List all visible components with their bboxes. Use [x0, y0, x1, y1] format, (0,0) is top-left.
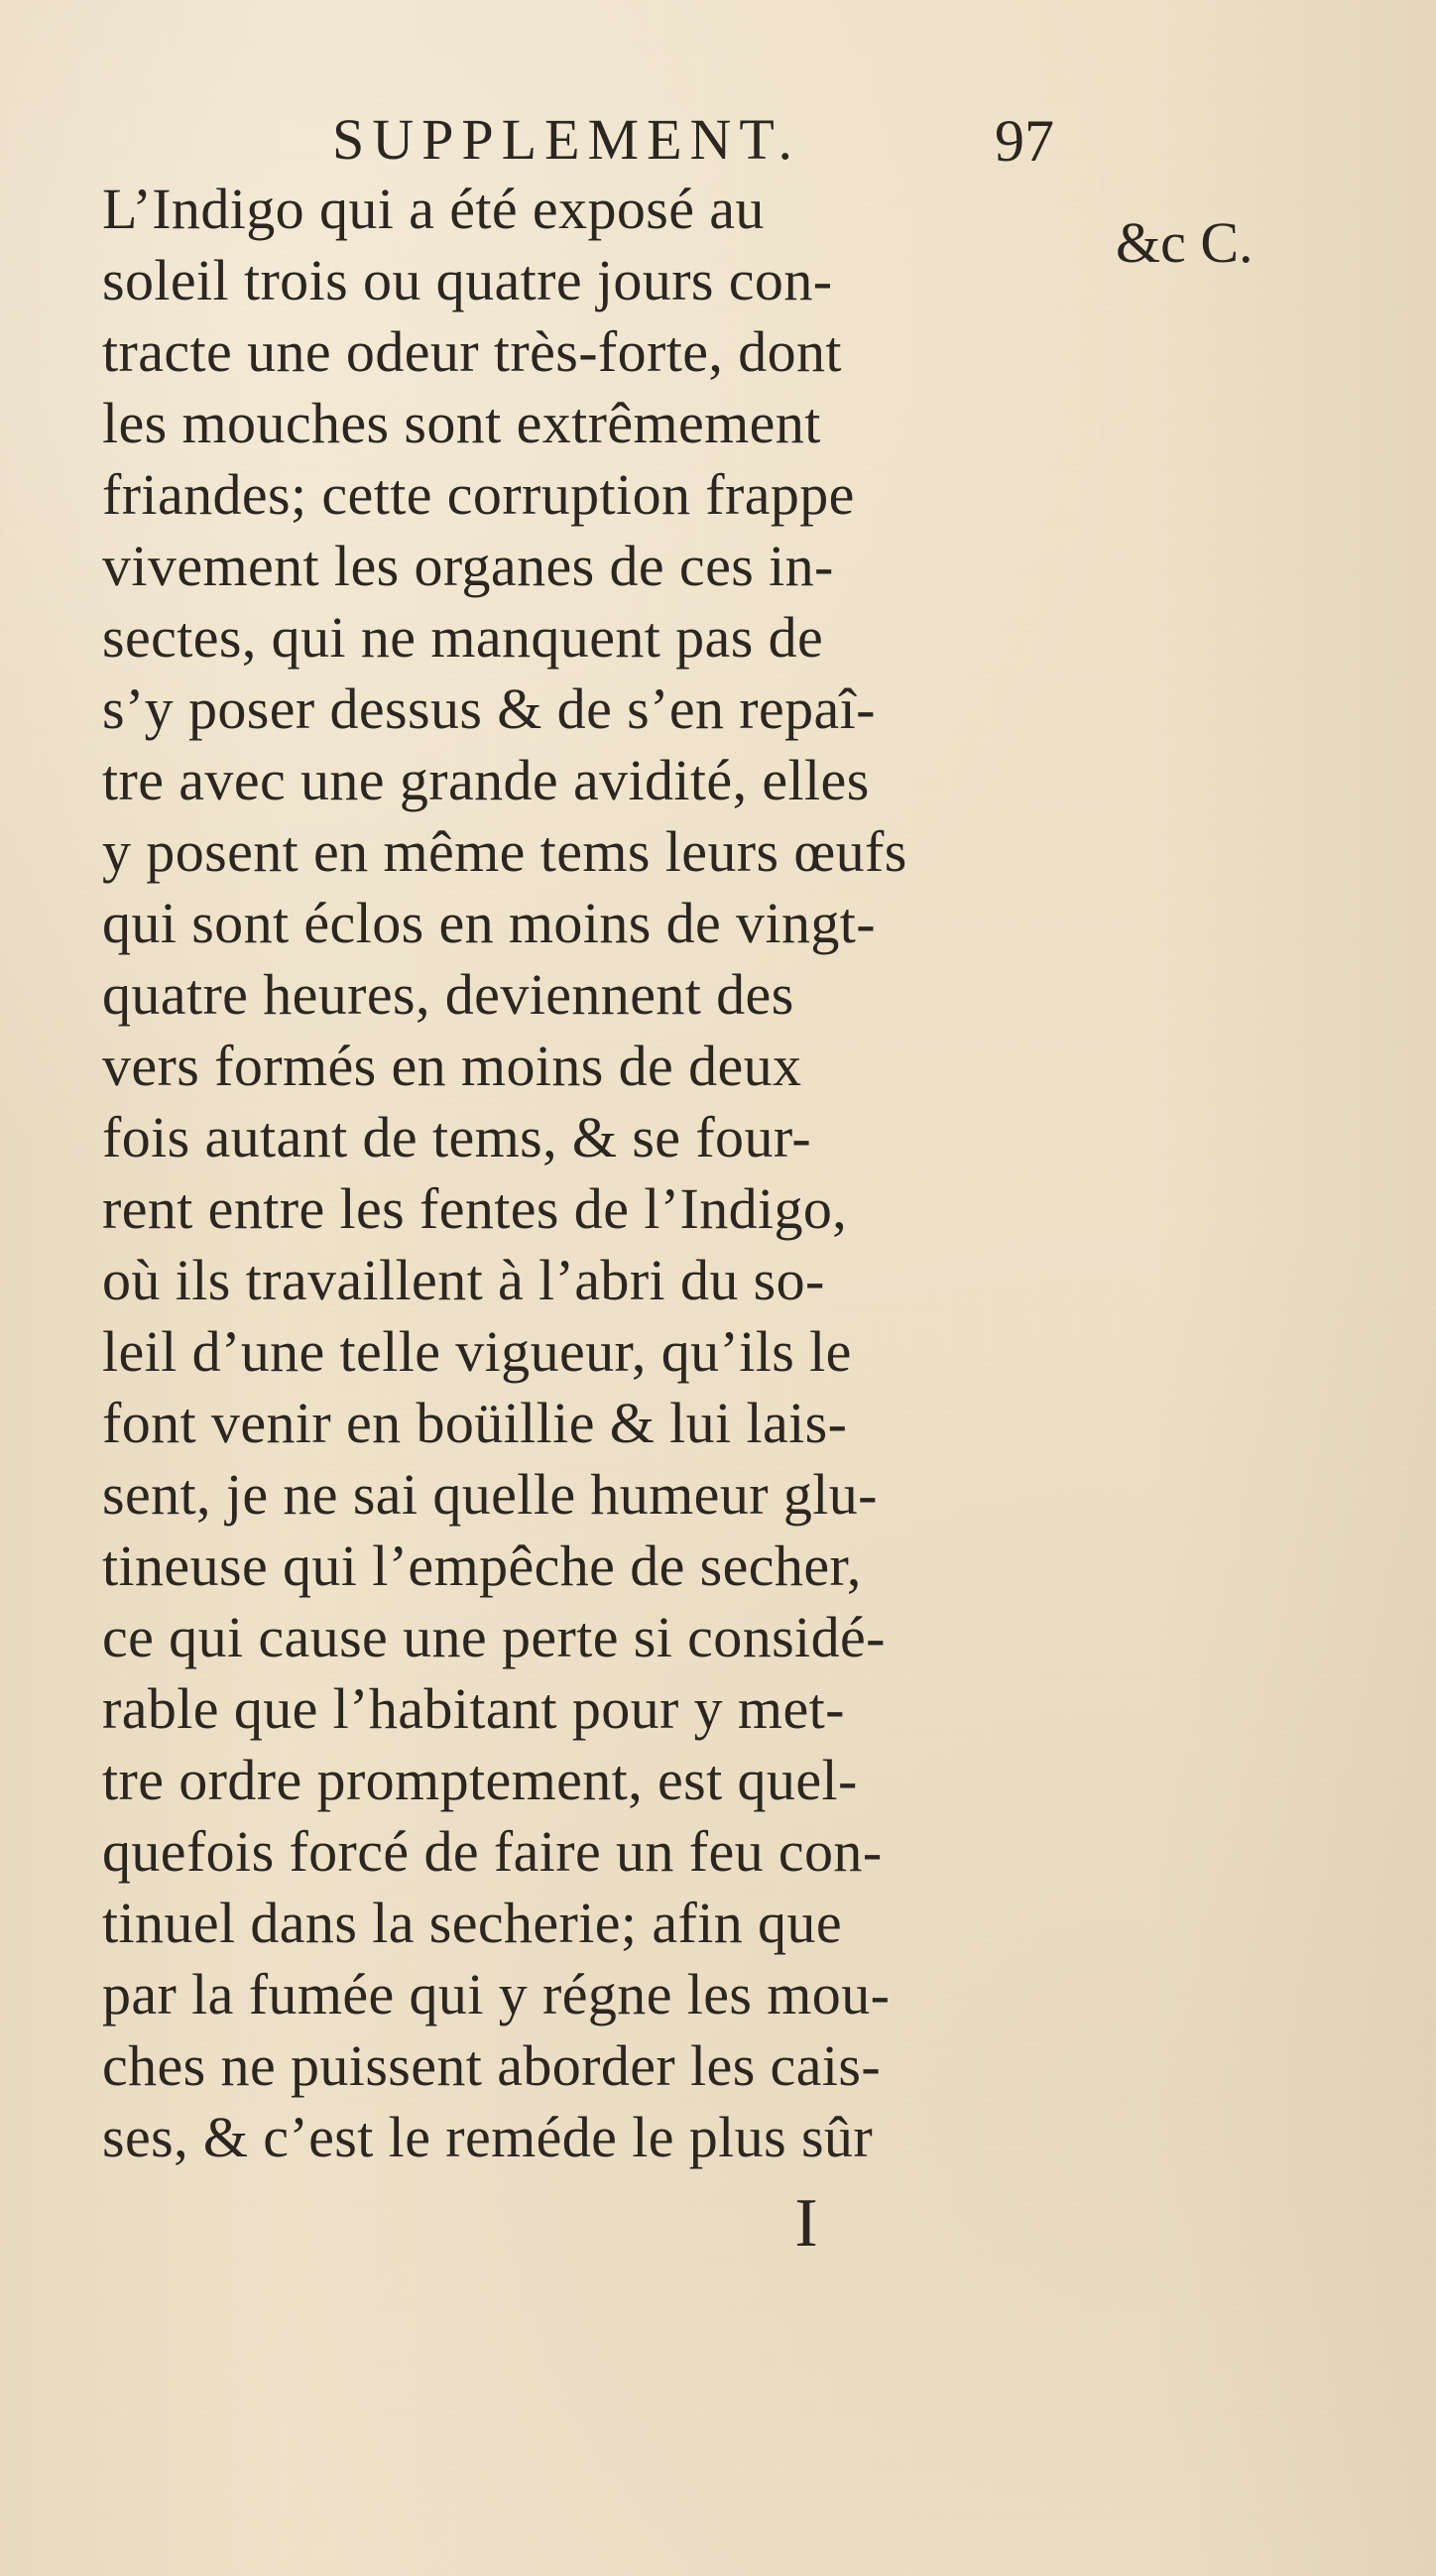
text-line: rable que l’habitant pour y met-: [102, 1676, 845, 1741]
text-line: y posent en même tems leurs œufs: [102, 819, 907, 884]
text-line: ches ne puissent aborder les cais-: [102, 2033, 882, 2098]
text-line: vers formés en moins de deux: [102, 1034, 802, 1098]
text-line: vivement les organes de ces in-: [102, 534, 834, 598]
text-line: L’Indigo qui a été exposé au: [102, 177, 765, 241]
text-line: soleil trois ou quatre jours con-: [102, 248, 833, 312]
catchword: I: [794, 2185, 818, 2262]
text-line: ce qui cause une perte si considé-: [102, 1605, 886, 1669]
text-line: rent entre les fentes de l’Indigo,: [102, 1176, 848, 1241]
text-line: tinuel dans la secherie; afin que: [102, 1891, 842, 1955]
running-head: SUPPLEMENT.: [332, 107, 801, 172]
margin-note: &c C.: [1116, 210, 1254, 275]
text-line: qui sont éclos en moins de vingt-: [102, 891, 877, 955]
text-line: tre avec une grande avidité, elles: [102, 748, 870, 812]
page-number: 97: [995, 108, 1054, 174]
text-line: ses, & c’est le reméde le plus sûr: [102, 2105, 874, 2169]
text-line: friandes; cette corruption frappe: [102, 462, 855, 527]
text-line: quefois forcé de faire un feu con-: [102, 1819, 883, 1884]
text-line: font venir en boüillie & lui lais-: [102, 1391, 848, 1455]
text-line: les mouches sont extrêmement: [102, 391, 821, 455]
text-line: fois autant de tems, & se four-: [102, 1105, 812, 1169]
text-line: tre ordre promptement, est quel-: [102, 1748, 858, 1812]
text-line: tineuse qui l’empêche de secher,: [102, 1533, 862, 1598]
text-line: où ils travaillent à l’abri du so-: [102, 1248, 825, 1312]
text-line: leil d’une telle vigueur, qu’ils le: [102, 1319, 852, 1384]
text-line: quatre heures, deviennent des: [102, 962, 794, 1027]
text-line: tracte une odeur très-forte, dont: [102, 319, 842, 384]
text-line: sectes, qui ne manquent pas de: [102, 605, 824, 670]
text-line: sent, je ne sai quelle humeur glu-: [102, 1462, 878, 1527]
text-line: s’y poser dessus & de s’en repaî-: [102, 676, 876, 741]
text-line: par la fumée qui y régne les mou-: [102, 1962, 891, 2026]
text-block: [102, 177, 1074, 2224]
